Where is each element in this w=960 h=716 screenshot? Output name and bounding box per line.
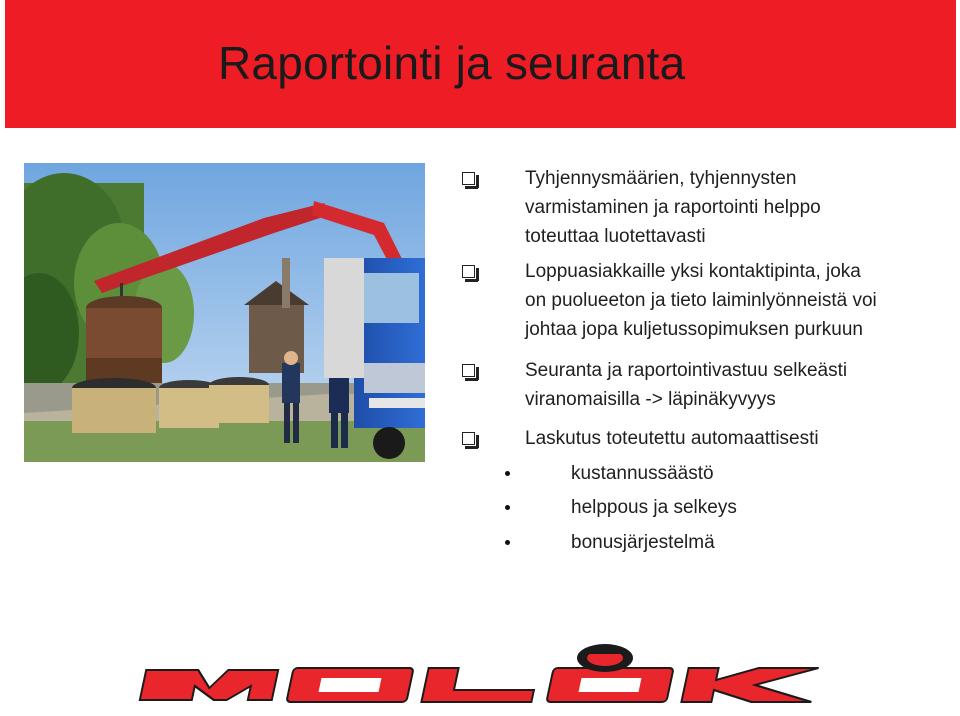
bullet-text-1: Tyhjennysmäärien, tyhjennysten varmistaminen ja raportointi helppo toteuttaa luotettavasti <box>525 168 821 247</box>
checkbox-icon <box>462 265 475 278</box>
bullet-dot-icon <box>505 540 510 545</box>
checkbox-icon <box>462 364 475 377</box>
bullet-text-3: Seuranta ja raportointivastuu selkeästi viranomaisilla -> läpinäkyvyys <box>525 360 848 410</box>
checkbox-icon <box>462 432 475 445</box>
bullet-text-2: Loppuasiakkaille yksi kontaktipinta, joka on puolueeton ja tieto laiminlyönneistä voi johtaa jopa kuljetussopimuksen purkuun <box>525 261 877 340</box>
molok-logo <box>135 638 830 710</box>
bullet-dot-icon <box>505 505 510 510</box>
slide-title: Raportointi ja seuranta <box>218 37 686 89</box>
bullet-dot-icon <box>505 471 510 476</box>
waste-collection-truck-photo <box>24 163 425 462</box>
checkbox-icon <box>462 172 475 185</box>
bullet-text-4: Laskutus toteutettu automaattisesti <box>525 428 819 449</box>
